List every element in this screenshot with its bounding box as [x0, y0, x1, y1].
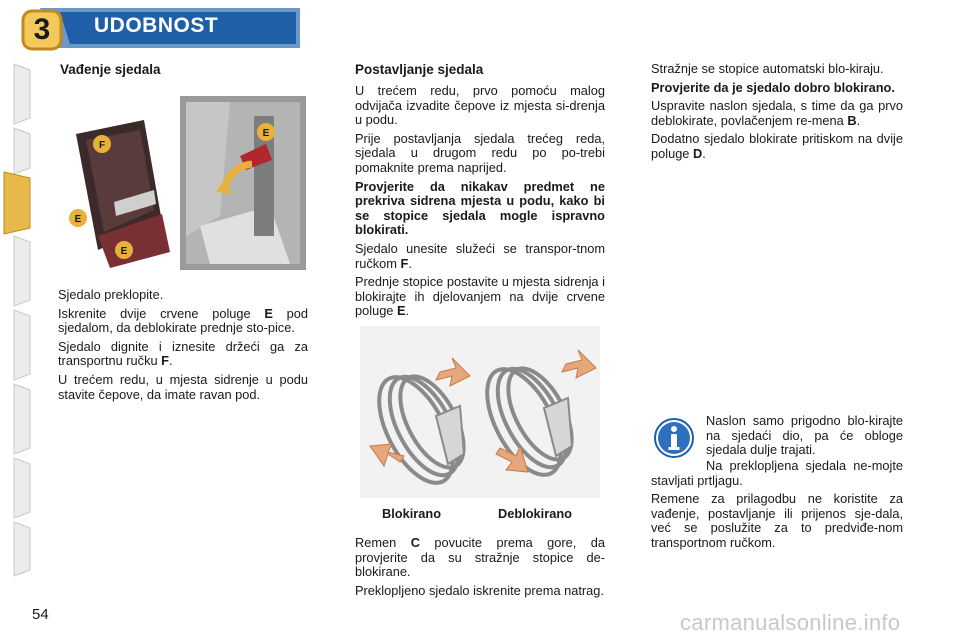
section-title-installing: Postavljanje sjedala: [355, 62, 484, 77]
left-text-column: [58, 288, 308, 406]
info-note-top: [706, 414, 903, 462]
chapter-tab: [14, 458, 30, 518]
watermark: carmanualsonline.info: [680, 610, 901, 635]
page-number: 54: [32, 606, 49, 623]
image-label-e: E: [120, 246, 128, 257]
info-paragraph-3: Remene za prilagodbu ne koristite za vađenje, postavljanje ili prijenos sje-dala, već se poslužite za to predviđe-nom transportnom ručkom.: [651, 491, 903, 550]
right-paragraph-4: Dodatno sjedalo blokirate pritiskom na dvije poluge D.: [651, 131, 903, 161]
section-title-removing: Vađenje sjedala: [60, 62, 161, 77]
chapter-tab: [14, 384, 30, 454]
right-text-column: [651, 62, 903, 166]
chapter-tab: [14, 310, 30, 380]
info-icon: [654, 418, 694, 458]
caption-unlocked: Deblokirano: [498, 506, 572, 521]
info-note-bottom: [651, 459, 903, 555]
middle-paragraph-4: Sjedalo unesite služeći se transpor-tnom ručkom F.: [355, 240, 605, 271]
page-title: UDOBNOST: [94, 14, 219, 37]
middle-paragraph-5: Prednje stopice postavite u mjesta sidrenja i blokirajte ih djelovanjem na dvije crvene poluge E.: [355, 274, 605, 319]
left-paragraph-3: Sjedalo dignite i iznesite držeći ga za transportnu ručku F.: [58, 338, 308, 369]
image-label-e: E: [74, 214, 82, 225]
chapter-tab: [14, 128, 30, 174]
middle-warning: Provjerite da nikakav predmet ne prekriva sidrena mjesta u podu, kako bi se stopice sjedala mogle ispravno blokirati.: [355, 178, 605, 238]
middle-paragraph-1: U trećem redu, prvo pomoću malog odvijača izvadite čepove iz mjesta si-drenja u podu.: [355, 83, 605, 128]
left-paragraph-2: Iskrenite dvije crvene poluge E pod sjedalom, da deblokirate prednje sto-pice.: [58, 305, 308, 336]
image-label-e: E: [262, 128, 270, 139]
right-paragraph-1: Stražnje se stopice automatski blo-kiraju.: [651, 61, 884, 76]
info-paragraph-1: Naslon samo prigodno blo-kirajte na sjedaći dio, pa će obloge sjedala dulje trajati.: [706, 413, 903, 458]
lever-detail-image: [180, 96, 306, 270]
seat-folded-image: [58, 92, 180, 270]
lock-mechanism-image: [360, 326, 600, 498]
chapter-tab: [14, 236, 30, 306]
info-paragraph-2: Na preklopljena sjedala ne-mojte stavljati prtljagu.: [651, 458, 903, 488]
chapter-tab: [14, 64, 30, 124]
chapter-tab-active: [4, 172, 30, 234]
middle-paragraph-2: Prije postavljanja sjedala trećeg reda, sjedala u drugom redu po po-trebi pomaknite prema naprijed.: [355, 130, 605, 175]
image-label-f: F: [98, 140, 106, 151]
middle-text-column: [355, 84, 605, 323]
middle-text-column-lower: [355, 536, 605, 602]
chapter-tab: [14, 522, 30, 576]
caption-locked: Blokirano: [382, 506, 442, 521]
left-paragraph-4: U trećem redu, u mjesta sidrenje u podu stavite čepove, da imate ravan pod.: [58, 371, 308, 402]
chapter-tabs: [0, 60, 40, 580]
middle-paragraph-6: Remen C povucite prema gore, da provjerite da su stražnje stopice de-blokirane.: [355, 535, 605, 580]
middle-paragraph-7: Preklopljeno sjedalo iskrenite prema natrag.: [355, 582, 604, 598]
chapter-number: 3: [33, 13, 51, 46]
right-warning: Provjerite da je sjedalo dobro blokirano.: [651, 79, 895, 95]
left-paragraph-1: Sjedalo preklopite.: [58, 287, 164, 302]
right-paragraph-3: Uspravite naslon sjedala, s time da ga prvo deblokirate, povlačenjem re-mena B.: [651, 98, 903, 128]
